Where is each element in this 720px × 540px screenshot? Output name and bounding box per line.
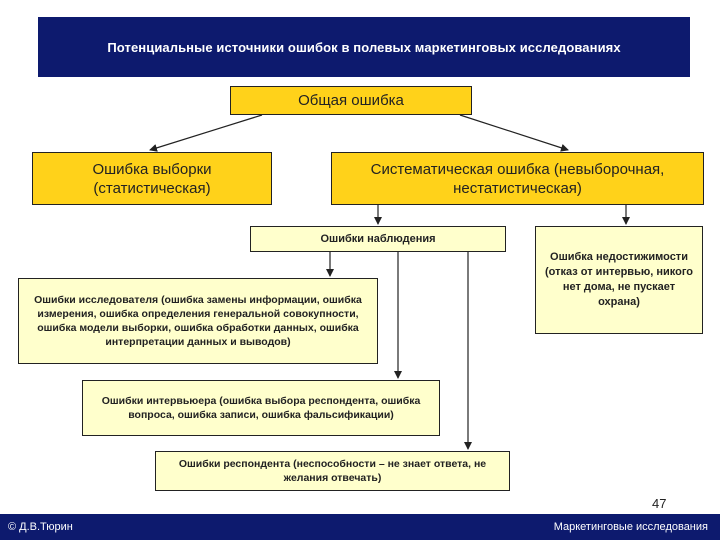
- slide-title-text: Потенциальные источники ошибок в полевых маркетинговых исследованиях: [107, 39, 621, 55]
- systematic-error-sublabel: нестатистическая): [453, 179, 582, 197]
- interviewer-errors-label: Ошибки интервьюера (ошибка выбора респондента, ошибка вопроса, ошибка записи, ошибка фальсификации): [101, 395, 421, 421]
- sampling-error-box: [32, 152, 272, 205]
- total-error-box: [230, 86, 472, 115]
- arrow-total-to-sample: [150, 115, 262, 150]
- researcher-errors-box: [18, 278, 378, 364]
- observation-errors-label: Ошибки наблюдения: [320, 233, 436, 245]
- footer-author: © Д.В.Тюрин: [8, 521, 73, 533]
- interviewer-errors-box: [82, 380, 440, 436]
- observation-errors-box: [250, 226, 506, 252]
- nonresponse-error-box: [535, 226, 703, 334]
- page-number: 47: [652, 496, 667, 511]
- sampling-error-label: Ошибка выборки: [92, 160, 212, 178]
- sampling-error-sublabel: (статистическая): [93, 179, 211, 197]
- respondent-errors-label: Ошибки респондента (неспособности – не знает ответа, не желания отвечать): [178, 458, 487, 484]
- systematic-error-label: Систематическая ошибка (невыборочная,: [370, 160, 665, 178]
- researcher-errors-label: Ошибки исследователя (ошибка замены информации, ошибка измерения, ошибка определения генеральной совокупности, ошибка модели выборки, ошибка обработки данных, ошибка интерпретации данных и выводов): [34, 294, 362, 348]
- systematic-error-box: [331, 152, 704, 205]
- footer-bar: [0, 514, 720, 540]
- respondent-errors-box: [155, 451, 510, 491]
- nonresponse-error-label: Ошибка недостижимости (отказ от интервью, никого нет дома, не пускает охрана): [545, 251, 693, 308]
- arrow-total-to-systematic: [460, 115, 568, 150]
- footer-course: Маркетинговые исследования: [553, 521, 708, 533]
- total-error-label: Общая ошибка: [298, 92, 404, 109]
